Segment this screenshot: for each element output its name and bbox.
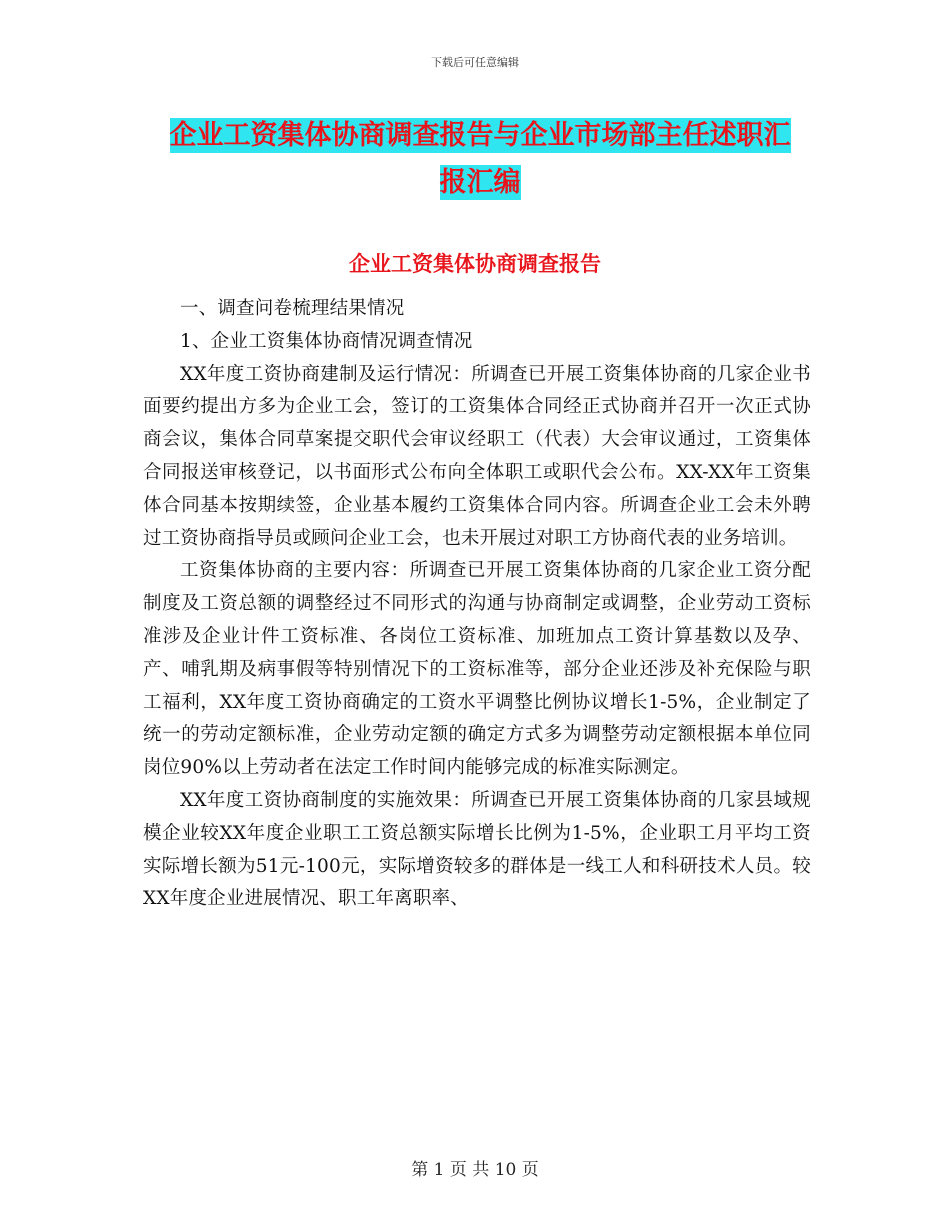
page-indicator: 第 1 页 共 10 页 (411, 1160, 539, 1180)
section-title: 企业工资集体协商调查报告 (349, 252, 601, 276)
document-title-line-2: 报汇编 (439, 167, 521, 198)
document-title (140, 112, 820, 206)
paragraph-main-content: 工资集体协商的主要内容：所调查已开展工资集体协商的几家企业工资分配制度及工资总额的调整经过不同形式的沟通与协商制定或调整，企业劳动工资标准涉及企业计件工资标准、各岗位工资标准、加班加点工资计算基数以及孕、产、哺乳期及病事假等特别情况下的工资标准等，部分企业还涉及补充保险与职工福利，XX年度工资协商确定的工资水平调整比例协议增长1-5%，企业制定了统一的劳动定额标准，企业劳动定额的确定方式多为调整劳动定额根据本单位同岗位90%以上劳动者在法定工作时间内能够完成的标准实际测定。 (143, 560, 811, 779)
document-body (143, 293, 811, 916)
heading-survey-situation: 1、企业工资集体协商情况调查情况 (180, 330, 473, 352)
document-title-line-1: 企业工资集体协商调查报告与企业市场部主任述职汇 (169, 120, 791, 151)
paragraph-system-operation: XX年度工资协商建制及运行情况：所调查已开展工资集体协商的几家企业书面要约提出方多为企业工会，签订的工资集体合同经正式协商并召开一次正式协商会议，集体合同草案提交职代会审议经职工（代表）大会审议通过，工资集体合同报送审核登记，以书面形式公布向全体职工或职代会公布。XX-XX年工资集体合同基本按期续签，企业基本履约工资集体合同内容。所调查企业工会未外聘过工资协商指导员或顾问企业工会，也未开展过对职工方协商代表的业务培训。 (143, 363, 811, 549)
paragraph-implementation-effect: XX年度工资协商制度的实施效果：所调查已开展工资集体协商的几家县域规模企业较XX年度企业职工工资总额实际增长比例为1-5%，企业职工月平均工资实际增长额为51元-100元，实际增资较多的群体是一线工人和科研技术人员。较XX年度企业进展情况、职工年离职率、 (143, 789, 811, 910)
heading-survey-results: 一、调查问卷梳理结果情况 (180, 298, 405, 319)
header-note: 下载后可任意编辑 (431, 56, 519, 69)
